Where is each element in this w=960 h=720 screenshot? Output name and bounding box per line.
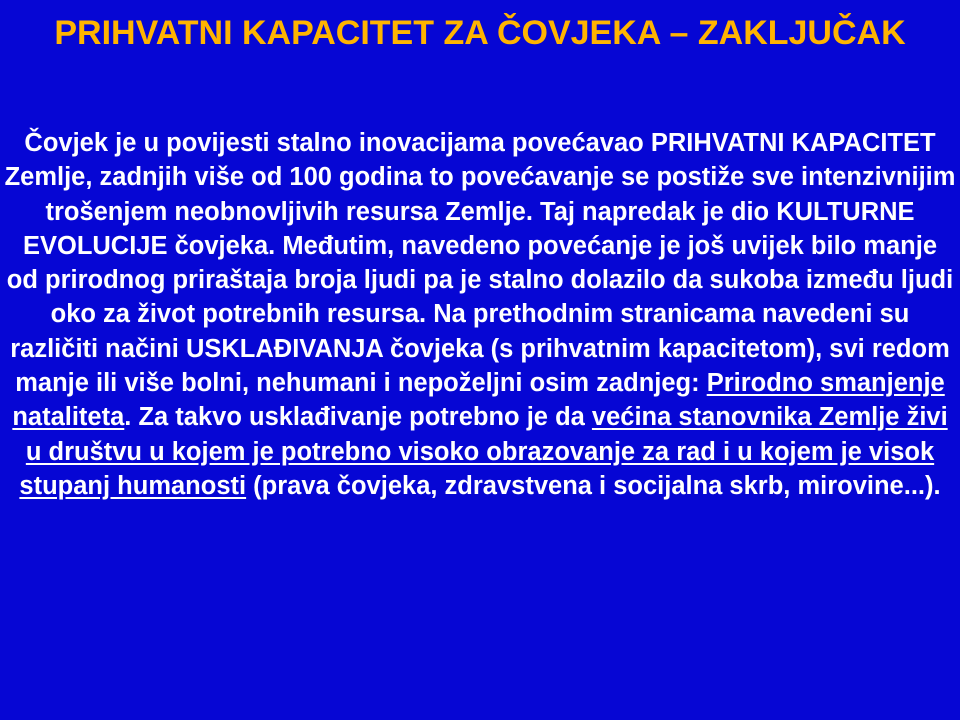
paragraph-text-3: (prava čovjeka, zdravstvena i socijalna skrb, mirovine...). — [246, 471, 941, 500]
underlined-phrase-society: većina stanovnika Zemlje živi u društvu u kojem je potrebno visoko obrazovanje za rad i u kojem je visok stupanj humanosti — [19, 403, 948, 500]
underlined-phrase-natality: Prirodno smanjenje nataliteta — [12, 369, 945, 432]
body-paragraph — [4, 126, 956, 503]
paragraph-text-2: . Za takvo usklađivanje potrebno je da — [124, 403, 592, 432]
paragraph-text-1: Čovjek je u povijesti stalno inovacijama povećavao PRIHVATNI KAPACITET Zemlje, zadnjih više od 100 godina to povećavanje se postiže sve intenzivnijim trošenjem neobnovljivih resursa Zemlje. Taj napredak je dio KULTURNE EVOLUCIJE čovjeka. Međutim, navedeno povećanje je još uvijek bilo manje od prirodnog priraštaja broja ljudi pa je stalno dolazilo da sukoba između ljudi oko za život potrebnih resursa. Na prethodnim stranicama navedeni su različiti načini USKLAĐIVANJA čovjeka (s prihvatnim kapacitetom), svi redom manje ili više bolni, nehumani i nepoželjni osim zadnjeg: — [4, 129, 956, 398]
slide-title: PRIHVATNI KAPACITET ZA ČOVJEKA – ZAKLJUČAK — [54, 14, 906, 52]
